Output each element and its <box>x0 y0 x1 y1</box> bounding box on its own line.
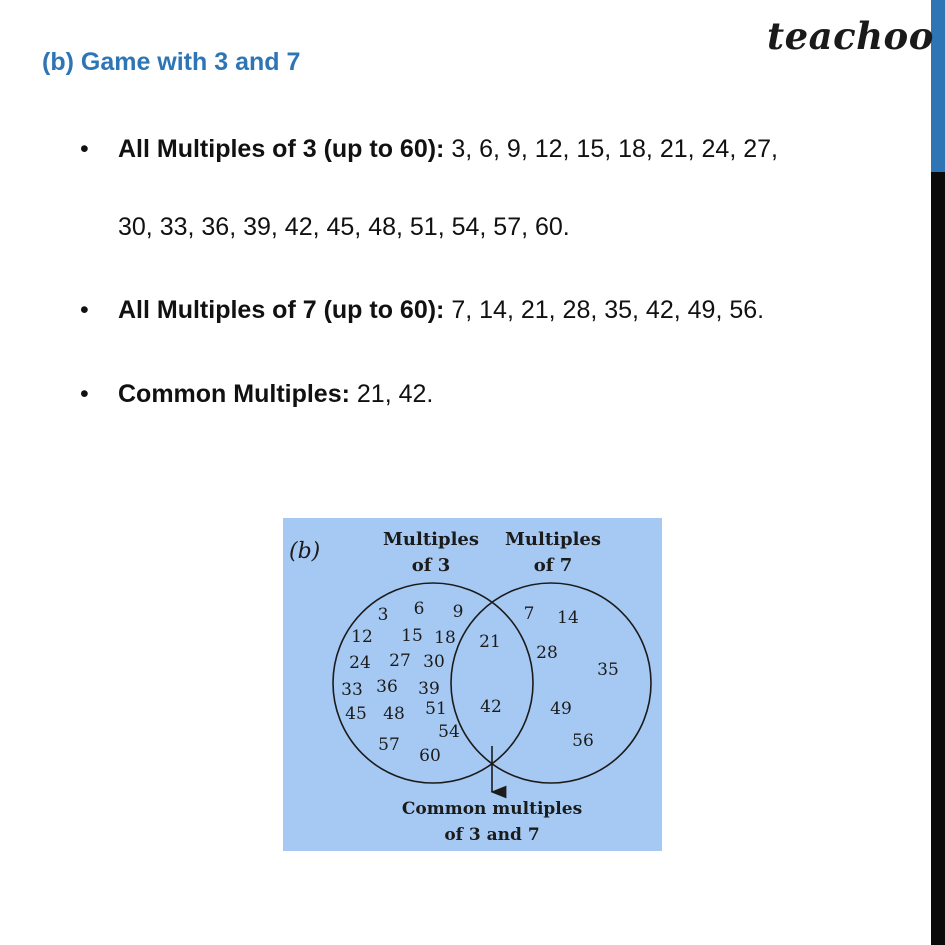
bullet-label: Common Multiples: <box>118 380 350 408</box>
venn-value: 57 <box>378 735 400 755</box>
bullet-dot: • <box>80 380 89 408</box>
venn-value: 49 <box>550 699 572 719</box>
venn-value: 36 <box>376 677 398 697</box>
venn-value: 56 <box>572 731 594 751</box>
venn-value: 28 <box>536 643 558 663</box>
set-a-title-line2: of 3 <box>411 555 451 576</box>
venn-value: 30 <box>423 652 445 672</box>
venn-value: 54 <box>438 722 460 742</box>
bullet-text: 21, 42. <box>356 380 434 408</box>
venn-value: 24 <box>349 653 371 673</box>
venn-value: 15 <box>401 626 423 646</box>
set-a-title-line1: Multiples <box>382 529 480 550</box>
venn-common-value: 42 <box>480 697 502 717</box>
venn-value: 3 <box>377 605 389 625</box>
bullet-dot: • <box>80 296 89 324</box>
bullet-common-multiples <box>80 375 433 413</box>
venn-diagram-figure <box>283 518 662 851</box>
bullet-label: All Multiples of 3 (up to 60): <box>118 135 445 163</box>
venn-value: 9 <box>452 602 464 622</box>
venn-value: 39 <box>418 679 440 699</box>
venn-value: 35 <box>597 660 619 680</box>
bullet-text: 3, 6, 9, 12, 15, 18, 21, 24, 27, <box>451 135 778 163</box>
venn-value: 18 <box>434 628 456 648</box>
bullet-label: All Multiples of 7 (up to 60): <box>118 296 445 324</box>
venn-value: 7 <box>523 604 535 624</box>
venn-value: 51 <box>425 699 447 719</box>
venn-common-value: 21 <box>479 632 501 652</box>
set-b-title-line1: Multiples <box>504 529 602 550</box>
bullet-text-continued: 30, 33, 36, 39, 42, 45, 48, 51, 54, 57, 60. <box>118 213 570 241</box>
venn-value: 60 <box>419 746 441 766</box>
teachoo-logo: teachoo <box>767 14 934 58</box>
venn-value: 6 <box>413 599 425 619</box>
bullet-multiples-of-3 <box>80 130 778 246</box>
caption-line2: of 3 and 7 <box>444 825 540 845</box>
circle-multiples-of-7 <box>451 583 651 783</box>
set-b-title-line2: of 7 <box>533 555 573 576</box>
right-edge-bar <box>931 0 945 945</box>
section-heading: (b) Game with 3 and 7 <box>42 48 301 76</box>
venn-value: 12 <box>351 627 373 647</box>
caption-line1: Common multiples <box>401 799 583 819</box>
bullet-multiples-of-7 <box>80 291 764 329</box>
venn-value: 14 <box>557 608 579 628</box>
bullet-text: 7, 14, 21, 28, 35, 42, 49, 56. <box>451 296 765 324</box>
venn-value: 33 <box>341 680 363 700</box>
venn-value: 48 <box>383 704 405 724</box>
venn-value: 27 <box>389 651 411 671</box>
figure-part-label: (b) <box>289 539 321 564</box>
venn-value: 45 <box>345 704 367 724</box>
bullet-dot: • <box>80 135 89 163</box>
